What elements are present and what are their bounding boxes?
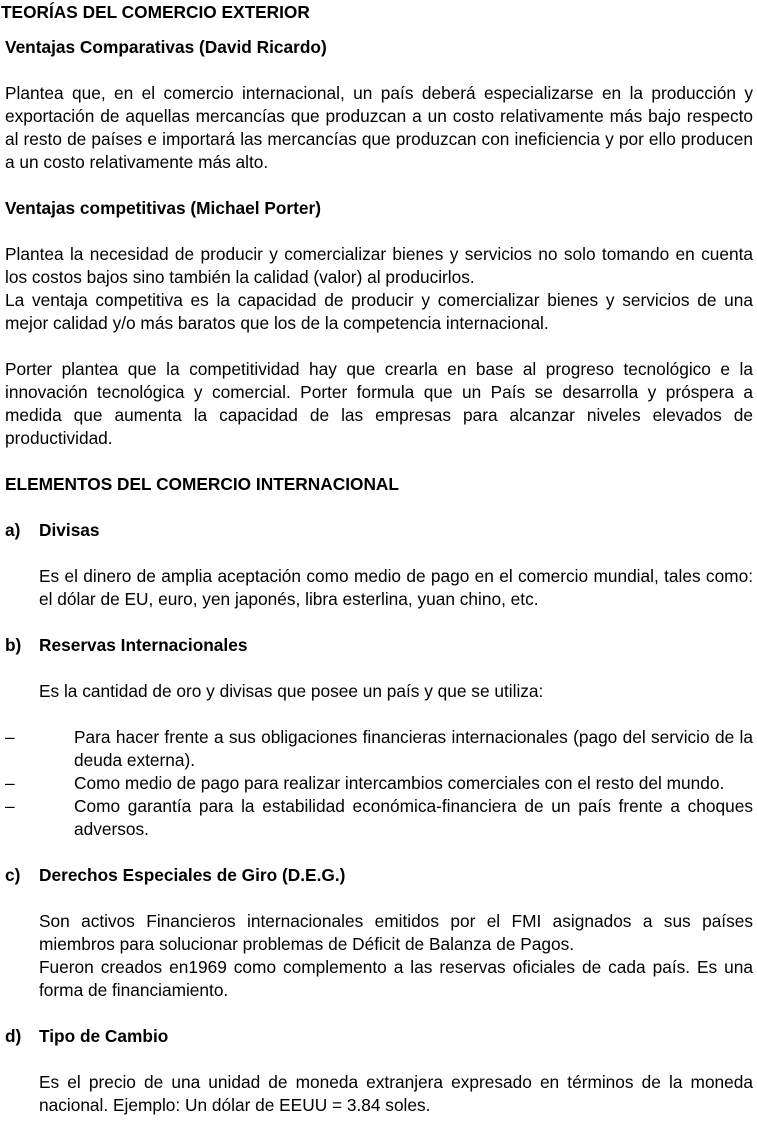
section-letter: a): [5, 520, 21, 540]
deg-paragraph-1: Son activos Financieros internacionales emitidos por el FMI asignados a sus países miembros para solucionar problemas de Déficit de Balanza de Pagos.: [39, 911, 753, 954]
section-letter: b): [5, 635, 22, 655]
section-letter: c): [5, 865, 21, 885]
ricardo-heading: Ventajas Comparativas (David Ricardo): [5, 37, 327, 57]
bullet-text: Para hacer frente a sus obligaciones financieras internacionales (pago del servicio de la deuda externa).: [74, 727, 753, 770]
list-item: [5, 795, 753, 841]
list-item: [5, 772, 753, 795]
porter-heading: Ventajas competitivas (Michael Porter): [5, 198, 321, 218]
porter-paragraph-1: Plantea la necesidad de producir y comercializar bienes y servicios no solo tomando en cuenta los costos bajos sino también la calidad (valor) al producirlos.: [5, 244, 753, 287]
section-reservas-heading: [5, 634, 753, 657]
ricardo-paragraph: Plantea que, en el comercio internacional, un país deberá especializarse en la producción y exportación de aquellas mercancías que produzcan a un costo relativamente más bajo respecto al resto de países e importará las mercancías que produzcan con ineficiencia y por ello producen a un costo relativamente más alto.: [5, 83, 753, 172]
reservas-intro: Es la cantidad de oro y divisas que posee un país y que se utiliza:: [39, 681, 544, 701]
bullet-dash: –: [5, 773, 15, 793]
bullet-dash: –: [5, 796, 15, 816]
reservas-bullet-list: [5, 726, 753, 841]
document-body: [5, 36, 753, 1117]
porter-paragraph-3: Porter plantea que la competitividad hay que crearla en base al progreso tecnológico e la innovación tecnológica y comercial. Porter formula que un País se desarrolla y próspera a medida que aumenta la capacidad de las empresas para alcanzar niveles elevados de productividad.: [5, 359, 753, 448]
tipo-cambio-paragraph: Es el precio de una unidad de moneda extranjera expresado en términos de la moneda nacional. Ejemplo: Un dólar de EEUU = 3.84 soles.: [39, 1072, 753, 1115]
section-title: Reservas Internacionales: [39, 635, 248, 655]
deg-paragraph-2: Fueron creados en1969 como complemento a las reservas oficiales de cada país. Es una forma de financiamiento.: [39, 957, 753, 1000]
section-title: Derechos Especiales de Giro (D.E.G.): [39, 865, 346, 885]
section-title: Tipo de Cambio: [39, 1026, 169, 1046]
elementos-heading: ELEMENTOS DEL COMERCIO INTERNACIONAL: [5, 474, 399, 494]
list-item: [5, 726, 753, 772]
divisas-paragraph: Es el dinero de amplia aceptación como medio de pago en el comercio mundial, tales como: el dólar de EU, euro, yen japonés, libra esterlina, yuan chino, etc.: [39, 566, 753, 609]
porter-paragraph-2: La ventaja competitiva es la capacidad de producir y comercializar bienes y servicios de una mejor calidad y/o más baratos que los de la competencia internacional.: [5, 290, 753, 333]
document-title: TEORÍAS DEL COMERCIO EXTERIOR: [1, 2, 310, 22]
section-letter: d): [5, 1026, 22, 1046]
section-tipo-cambio-heading: [5, 1025, 753, 1048]
section-title: Divisas: [39, 520, 100, 540]
bullet-text: Como medio de pago para realizar intercambios comerciales con el resto del mundo.: [74, 773, 725, 793]
section-deg-heading: [5, 864, 753, 887]
bullet-text: Como garantía para la estabilidad económica-financiera de un país frente a choques adversos.: [74, 796, 753, 839]
bullet-dash: –: [5, 727, 15, 747]
section-divisas-heading: [5, 519, 753, 542]
